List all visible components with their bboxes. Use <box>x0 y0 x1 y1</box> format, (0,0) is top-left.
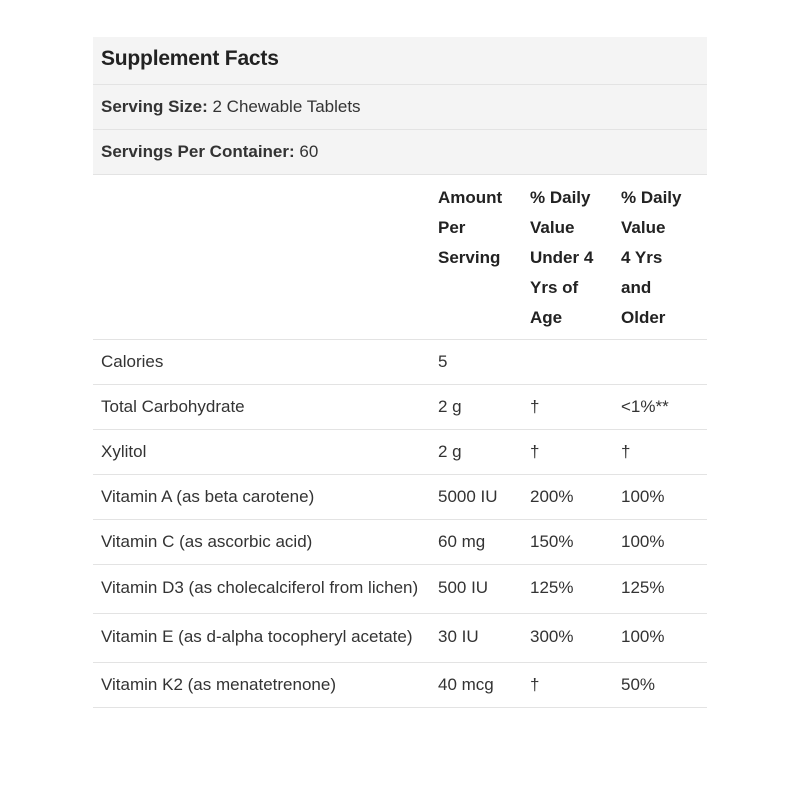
serving-size-value: 2 Chewable Tablets <box>212 97 361 116</box>
column-header-dv-under-4: % Daily Value Under 4 Yrs of Age <box>530 188 594 327</box>
nutrient-amount: 5000 IU <box>438 487 498 506</box>
column-header-nutrient <box>93 183 430 333</box>
nutrient-amount: 500 IU <box>438 578 489 597</box>
nutrient-name: Total Carbohydrate <box>101 397 245 416</box>
nutrient-name: Vitamin C (as ascorbic acid) <box>101 532 313 551</box>
table-row-calories <box>93 340 707 385</box>
column-header-row <box>93 175 707 340</box>
table-row-vitamin-k2 <box>93 663 707 708</box>
serving-size-row <box>93 85 707 130</box>
column-header-amount: Amount Per Serving <box>438 188 503 267</box>
column-header-dv-4-plus: % Daily Value 4 Yrs and Older <box>621 188 682 327</box>
table-row-vitamin-a <box>93 475 707 520</box>
nutrient-dv-4-plus: 50% <box>621 675 656 694</box>
nutrient-dv-under-4: † <box>530 442 540 461</box>
nutrient-name: Vitamin D3 (as cholecalciferol from lichen) <box>101 578 419 597</box>
table-row-vitamin-c <box>93 520 707 565</box>
nutrient-name: Calories <box>101 352 164 371</box>
nutrient-dv-4-plus: <1%** <box>621 397 669 416</box>
nutrient-dv-4-plus: 100% <box>621 532 665 551</box>
nutrient-amount: 5 <box>438 352 448 371</box>
nutrient-dv-under-4: † <box>530 675 540 694</box>
nutrient-dv-4-plus <box>613 347 707 377</box>
nutrient-name: Xylitol <box>101 442 147 461</box>
nutrient-name: Vitamin A (as beta carotene) <box>101 487 315 506</box>
nutrient-name: Vitamin K2 (as menatetrenone) <box>101 675 336 694</box>
servings-per-container-label: Servings Per Container: <box>101 142 295 161</box>
nutrient-name: Vitamin E (as d-alpha tocopheryl acetate) <box>101 627 413 646</box>
nutrient-dv-4-plus: 125% <box>621 578 665 597</box>
nutrient-dv-4-plus: † <box>621 442 631 461</box>
table-row-vitamin-d3 <box>93 565 707 614</box>
nutrient-amount: 60 mg <box>438 532 486 551</box>
nutrient-dv-4-plus: 100% <box>621 487 665 506</box>
supplement-facts-table <box>93 37 707 708</box>
table-row-xylitol <box>93 430 707 475</box>
nutrient-dv-under-4 <box>522 347 613 377</box>
nutrient-dv-under-4: 125% <box>530 578 574 597</box>
nutrient-dv-under-4: 300% <box>530 627 574 646</box>
nutrient-amount: 30 IU <box>438 627 479 646</box>
nutrient-dv-4-plus: 100% <box>621 627 665 646</box>
nutrient-dv-under-4: † <box>530 397 540 416</box>
nutrient-amount: 2 g <box>438 397 462 416</box>
servings-per-container-value: 60 <box>299 142 319 161</box>
nutrient-dv-under-4: 200% <box>530 487 574 506</box>
serving-size-label: Serving Size: <box>101 97 208 116</box>
table-row-total-carbohydrate <box>93 385 707 430</box>
nutrient-amount: 2 g <box>438 442 462 461</box>
nutrient-dv-under-4: 150% <box>530 532 574 551</box>
supplement-facts-title: Supplement Facts <box>93 37 707 85</box>
table-row-vitamin-e <box>93 614 707 663</box>
nutrient-amount: 40 mcg <box>438 675 494 694</box>
servings-per-container-row <box>93 130 707 175</box>
